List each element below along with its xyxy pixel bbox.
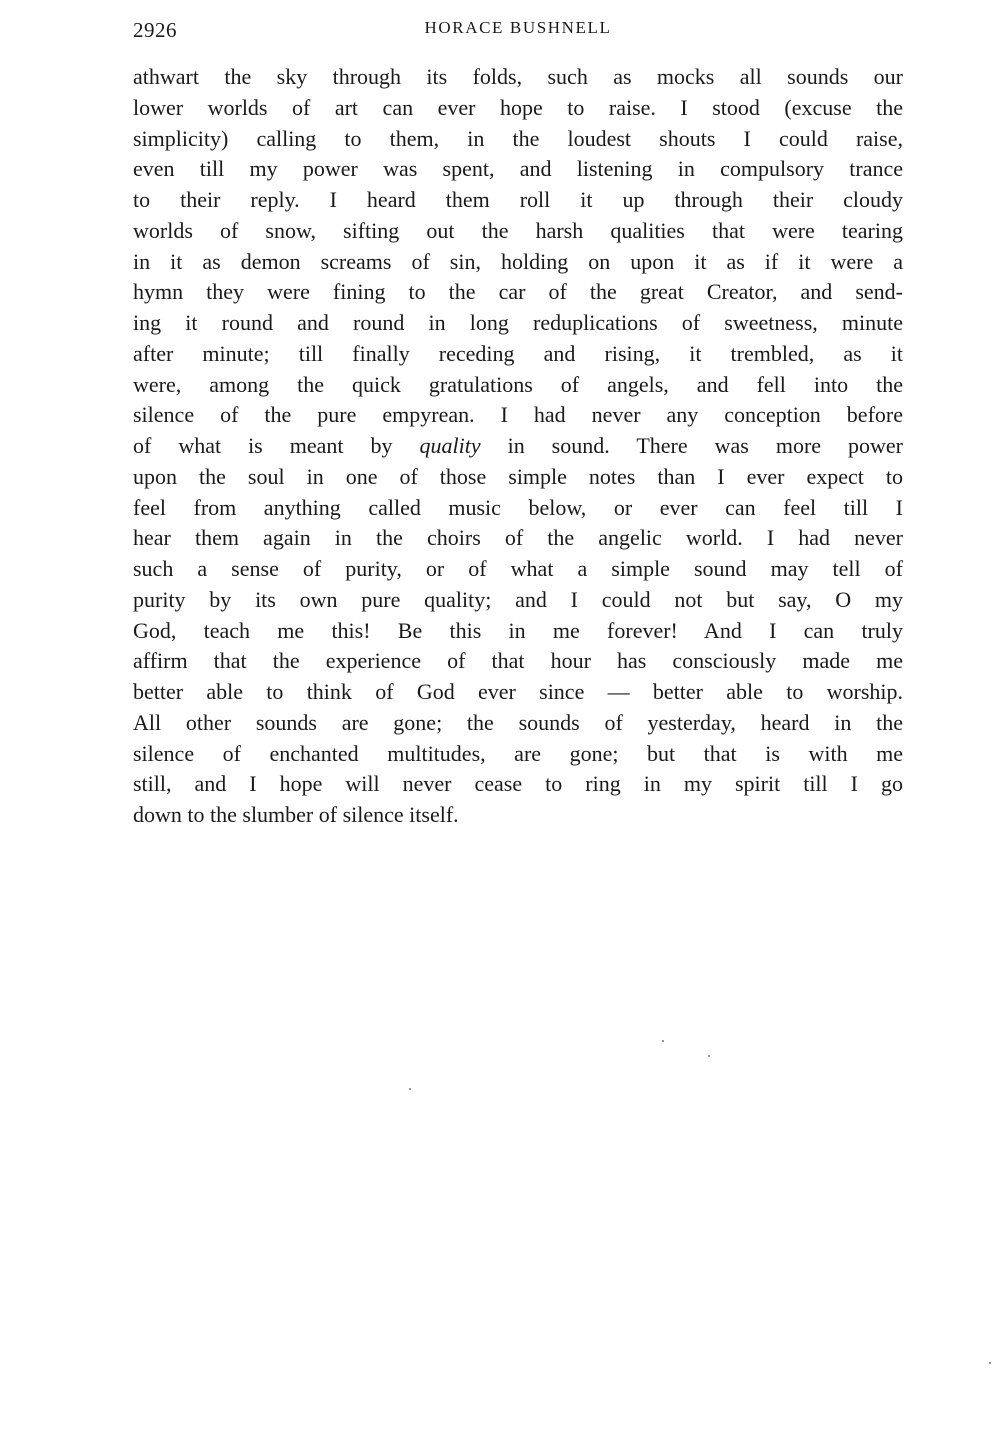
text-line: upon the soul in one of those simple notes than I ever expect to [133, 463, 903, 489]
text-line: in it as demon screams of sin, holding on upon it as if it were a [133, 248, 903, 274]
running-title: HORACE BUSHNELL [424, 18, 612, 37]
text-line: such a sense of purity, or of what a simple sound may tell of [133, 556, 903, 581]
italic-word: quality [419, 433, 481, 458]
text-line: feel from anything called music below, or ever can feel till I [133, 494, 903, 520]
text-line: after minute; till finally receding and rising, it trembled, as it [133, 340, 903, 366]
scan-speck [989, 1362, 991, 1364]
text-line: ing it round and round in long reduplications of sweetness, minute [133, 310, 903, 335]
text-line: hymn they were fining to the car of the great Creator, and send- [133, 279, 903, 305]
running-head [133, 14, 903, 48]
text-line: even till my power was spent, and listening in compulsory trance [133, 156, 903, 182]
text-line: were, among the quick gratulations of angels, and fell into the [133, 371, 903, 397]
text-line: still, and I hope will never cease to ring in my spirit till I go [133, 771, 903, 797]
text-line: to their reply. I heard them roll it up through their cloudy [133, 187, 903, 212]
text-line: simplicity) calling to them, in the loudest shouts I could raise, [133, 125, 903, 151]
text-line: hear them again in the choirs of the angelic world. I had never [133, 525, 903, 551]
text-segment: of what is meant by [133, 433, 420, 458]
text-line: silence of enchanted multitudes, are gone; but that is with me [133, 740, 903, 766]
text-line: God, teach me this! Be this in me forever! And I can truly [133, 617, 903, 643]
text-line-last: down to the slumber of silence itself. [133, 802, 459, 827]
text-line: silence of the pure empyrean. I had never any conception before [133, 402, 903, 428]
text-line: affirm that the experience of that hour has consciously made me [133, 648, 903, 674]
text-line-with-italic [133, 431, 903, 462]
text-line: purity by its own pure quality; and I could not but say, O my [133, 586, 903, 612]
text-segment: in sound. There was more power [480, 433, 903, 458]
page-number: 2926 [133, 18, 177, 42]
scan-speck [708, 1055, 710, 1057]
text-line: athwart the sky through its folds, such as mocks all sounds our [133, 64, 903, 89]
text-line: better able to think of God ever since — better able to worship. [133, 679, 903, 704]
scan-speck [662, 1040, 664, 1042]
text-line: lower worlds of art can ever hope to raise. I stood (excuse the [133, 94, 903, 120]
text-line: worlds of snow, sifting out the harsh qualities that were tearing [133, 217, 903, 243]
body-paragraph [133, 62, 903, 831]
text-line: All other sounds are gone; the sounds of yesterday, heard in the [133, 709, 903, 735]
scan-speck [409, 1088, 411, 1090]
